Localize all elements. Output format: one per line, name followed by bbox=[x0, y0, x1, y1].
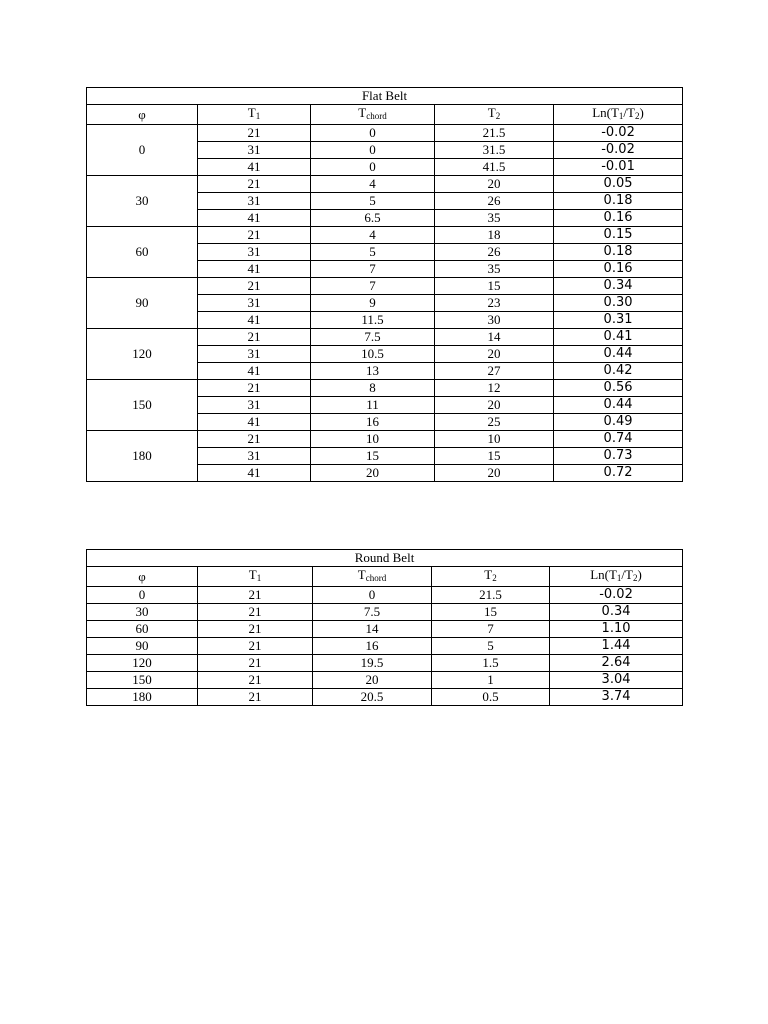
header-t1-subscript: 1 bbox=[255, 111, 261, 121]
t2-cell: 20 bbox=[435, 176, 554, 193]
t1-cell: 21 bbox=[198, 227, 311, 244]
t1-cell: 21 bbox=[198, 638, 313, 655]
header-ln-sub1: 1 bbox=[618, 111, 624, 121]
phi-cell: 180 bbox=[87, 431, 198, 482]
round-belt-table bbox=[86, 549, 683, 706]
ln-ratio-cell: 1.10 bbox=[550, 621, 683, 638]
table-row bbox=[87, 125, 683, 142]
header-ln-pre: Ln(T bbox=[592, 105, 619, 120]
ln-ratio-cell: 2.64 bbox=[550, 655, 683, 672]
header-ln-ratio bbox=[550, 567, 683, 587]
t2-cell: 10 bbox=[435, 431, 554, 448]
tchord-cell: 7.5 bbox=[313, 604, 432, 621]
ln-ratio-cell: 0.30 bbox=[554, 295, 683, 312]
ln-ratio-cell: 0.34 bbox=[554, 278, 683, 295]
phi-cell: 0 bbox=[87, 125, 198, 176]
phi-cell: 150 bbox=[87, 380, 198, 431]
ln-ratio-cell: 0.16 bbox=[554, 210, 683, 227]
tchord-cell: 0 bbox=[311, 125, 435, 142]
tchord-cell: 19.5 bbox=[313, 655, 432, 672]
phi-cell: 120 bbox=[87, 655, 198, 672]
tchord-cell: 20 bbox=[313, 672, 432, 689]
ln-ratio-cell: 1.44 bbox=[550, 638, 683, 655]
ln-ratio-cell: -0.02 bbox=[554, 125, 683, 142]
t2-cell: 41.5 bbox=[435, 159, 554, 176]
t2-cell: 5 bbox=[432, 638, 550, 655]
t1-cell: 21 bbox=[198, 329, 311, 346]
tchord-cell: 5 bbox=[311, 193, 435, 210]
t2-cell: 20 bbox=[435, 397, 554, 414]
tchord-cell: 9 bbox=[311, 295, 435, 312]
header-tchord bbox=[311, 105, 435, 125]
flat-belt-title-row bbox=[87, 88, 683, 105]
t1-cell: 31 bbox=[198, 142, 311, 159]
t1-cell: 31 bbox=[198, 193, 311, 210]
t2-cell: 0.5 bbox=[432, 689, 550, 706]
ln-ratio-cell: 0.18 bbox=[554, 193, 683, 210]
ln-ratio-cell: 0.44 bbox=[554, 346, 683, 363]
table-row bbox=[87, 587, 683, 604]
round-belt-title: Round Belt bbox=[87, 550, 683, 567]
phi-cell: 90 bbox=[87, 638, 198, 655]
tchord-cell: 15 bbox=[311, 448, 435, 465]
ln-ratio-cell: 0.34 bbox=[550, 604, 683, 621]
header-phi: φ bbox=[87, 567, 198, 587]
tchord-cell: 10 bbox=[311, 431, 435, 448]
t2-cell: 26 bbox=[435, 244, 554, 261]
tchord-cell: 4 bbox=[311, 227, 435, 244]
header-tchord-base: T bbox=[358, 105, 367, 120]
header-ln-mid: /T bbox=[623, 105, 635, 120]
t1-cell: 21 bbox=[198, 621, 313, 638]
t2-cell: 18 bbox=[435, 227, 554, 244]
tchord-cell: 6.5 bbox=[311, 210, 435, 227]
tchord-cell: 7 bbox=[311, 278, 435, 295]
header-ln-sub1: 1 bbox=[616, 573, 622, 583]
t2-cell: 35 bbox=[435, 210, 554, 227]
phi-cell: 30 bbox=[87, 176, 198, 227]
tchord-cell: 11 bbox=[311, 397, 435, 414]
t2-cell: 1.5 bbox=[432, 655, 550, 672]
round-belt-table-body bbox=[87, 550, 683, 706]
header-tchord-base: T bbox=[357, 567, 366, 582]
t1-cell: 31 bbox=[198, 448, 311, 465]
tchord-cell: 5 bbox=[311, 244, 435, 261]
header-t1 bbox=[198, 105, 311, 125]
t2-cell: 25 bbox=[435, 414, 554, 431]
t1-cell: 41 bbox=[198, 465, 311, 482]
ln-ratio-cell: -0.01 bbox=[554, 159, 683, 176]
t1-cell: 31 bbox=[198, 244, 311, 261]
t1-cell: 41 bbox=[198, 261, 311, 278]
tchord-cell: 16 bbox=[311, 414, 435, 431]
table-row bbox=[87, 689, 683, 706]
header-t2 bbox=[435, 105, 554, 125]
header-ln-post: ) bbox=[637, 567, 642, 582]
ln-ratio-cell: 0.16 bbox=[554, 261, 683, 278]
table-row bbox=[87, 227, 683, 244]
table-row bbox=[87, 329, 683, 346]
tchord-cell: 14 bbox=[313, 621, 432, 638]
t1-cell: 21 bbox=[198, 604, 313, 621]
header-t2-base: T bbox=[487, 105, 496, 120]
ln-ratio-cell: 0.56 bbox=[554, 380, 683, 397]
header-ln-pre: Ln(T bbox=[590, 567, 617, 582]
t2-cell: 15 bbox=[435, 448, 554, 465]
phi-cell: 180 bbox=[87, 689, 198, 706]
tchord-cell: 0 bbox=[313, 587, 432, 604]
ln-ratio-cell: 3.74 bbox=[550, 689, 683, 706]
ln-ratio-cell: 0.15 bbox=[554, 227, 683, 244]
ln-ratio-cell: 3.04 bbox=[550, 672, 683, 689]
t1-cell: 41 bbox=[198, 159, 311, 176]
ln-ratio-cell: 0.31 bbox=[554, 312, 683, 329]
table-row bbox=[87, 278, 683, 295]
t2-cell: 15 bbox=[435, 278, 554, 295]
table-row bbox=[87, 176, 683, 193]
ln-ratio-cell: 0.42 bbox=[554, 363, 683, 380]
t1-cell: 31 bbox=[198, 295, 311, 312]
tchord-cell: 13 bbox=[311, 363, 435, 380]
t2-cell: 23 bbox=[435, 295, 554, 312]
tchord-cell: 8 bbox=[311, 380, 435, 397]
t2-cell: 1 bbox=[432, 672, 550, 689]
phi-cell: 0 bbox=[87, 587, 198, 604]
table-row bbox=[87, 380, 683, 397]
ln-ratio-cell: 0.41 bbox=[554, 329, 683, 346]
t1-cell: 21 bbox=[198, 587, 313, 604]
header-ln-post: ) bbox=[639, 105, 644, 120]
header-ln-mid: /T bbox=[621, 567, 633, 582]
phi-cell: 120 bbox=[87, 329, 198, 380]
t1-cell: 41 bbox=[198, 363, 311, 380]
header-tchord-subscript: chord bbox=[366, 111, 387, 121]
t1-cell: 41 bbox=[198, 414, 311, 431]
header-phi: φ bbox=[87, 105, 198, 125]
t1-cell: 21 bbox=[198, 176, 311, 193]
flat-belt-header-row bbox=[87, 105, 683, 125]
phi-cell: 60 bbox=[87, 227, 198, 278]
ln-ratio-cell: 0.44 bbox=[554, 397, 683, 414]
t2-cell: 14 bbox=[435, 329, 554, 346]
t2-cell: 31.5 bbox=[435, 142, 554, 159]
header-tchord bbox=[313, 567, 432, 587]
t2-cell: 12 bbox=[435, 380, 554, 397]
t2-cell: 20 bbox=[435, 465, 554, 482]
phi-cell: 60 bbox=[87, 621, 198, 638]
t2-cell: 26 bbox=[435, 193, 554, 210]
ln-ratio-cell: 0.72 bbox=[554, 465, 683, 482]
header-t1 bbox=[198, 567, 313, 587]
tchord-cell: 16 bbox=[313, 638, 432, 655]
tchord-cell: 0 bbox=[311, 159, 435, 176]
header-tchord-subscript: chord bbox=[365, 573, 387, 583]
tchord-cell: 10.5 bbox=[311, 346, 435, 363]
tchord-cell: 20.5 bbox=[313, 689, 432, 706]
flat-belt-table bbox=[86, 87, 683, 482]
tchord-cell: 7.5 bbox=[311, 329, 435, 346]
t2-cell: 15 bbox=[432, 604, 550, 621]
tchord-cell: 7 bbox=[311, 261, 435, 278]
t2-cell: 27 bbox=[435, 363, 554, 380]
tchord-cell: 4 bbox=[311, 176, 435, 193]
t1-cell: 31 bbox=[198, 346, 311, 363]
t1-cell: 21 bbox=[198, 278, 311, 295]
ln-ratio-cell: 0.18 bbox=[554, 244, 683, 261]
round-belt-title-row bbox=[87, 550, 683, 567]
ln-ratio-cell: -0.02 bbox=[550, 587, 683, 604]
phi-cell: 150 bbox=[87, 672, 198, 689]
flat-belt-table-body bbox=[87, 88, 683, 482]
header-t2-subscript: 2 bbox=[492, 573, 497, 583]
t1-cell: 21 bbox=[198, 672, 313, 689]
header-ln-sub2: 2 bbox=[632, 573, 638, 583]
t2-cell: 20 bbox=[435, 346, 554, 363]
t2-cell: 21.5 bbox=[435, 125, 554, 142]
table-row bbox=[87, 431, 683, 448]
t2-cell: 21.5 bbox=[432, 587, 550, 604]
t1-cell: 31 bbox=[198, 397, 311, 414]
t1-cell: 41 bbox=[198, 210, 311, 227]
table-row bbox=[87, 604, 683, 621]
t2-cell: 30 bbox=[435, 312, 554, 329]
round-belt-header-row bbox=[87, 567, 683, 587]
table-row bbox=[87, 655, 683, 672]
table-row bbox=[87, 672, 683, 689]
header-t2-base: T bbox=[484, 567, 493, 582]
t1-cell: 21 bbox=[198, 689, 313, 706]
header-t1-base: T bbox=[248, 567, 257, 582]
tchord-cell: 0 bbox=[311, 142, 435, 159]
tchord-cell: 11.5 bbox=[311, 312, 435, 329]
header-t2-subscript: 2 bbox=[495, 111, 501, 121]
tchord-cell: 20 bbox=[311, 465, 435, 482]
header-t1-base: T bbox=[247, 105, 256, 120]
ln-ratio-cell: 0.05 bbox=[554, 176, 683, 193]
phi-cell: 30 bbox=[87, 604, 198, 621]
t1-cell: 41 bbox=[198, 312, 311, 329]
header-ln-ratio bbox=[554, 105, 683, 125]
ln-ratio-cell: 0.74 bbox=[554, 431, 683, 448]
header-t1-subscript: 1 bbox=[256, 573, 262, 583]
t1-cell: 21 bbox=[198, 655, 313, 672]
ln-ratio-cell: 0.73 bbox=[554, 448, 683, 465]
ln-ratio-cell: 0.49 bbox=[554, 414, 683, 431]
t2-cell: 7 bbox=[432, 621, 550, 638]
phi-cell: 90 bbox=[87, 278, 198, 329]
t2-cell: 35 bbox=[435, 261, 554, 278]
header-t2 bbox=[432, 567, 550, 587]
t1-cell: 21 bbox=[198, 431, 311, 448]
t1-cell: 21 bbox=[198, 125, 311, 142]
ln-ratio-cell: -0.02 bbox=[554, 142, 683, 159]
t1-cell: 21 bbox=[198, 380, 311, 397]
header-ln-sub2: 2 bbox=[634, 111, 640, 121]
table-row bbox=[87, 621, 683, 638]
table-row bbox=[87, 638, 683, 655]
flat-belt-title: Flat Belt bbox=[87, 88, 683, 105]
